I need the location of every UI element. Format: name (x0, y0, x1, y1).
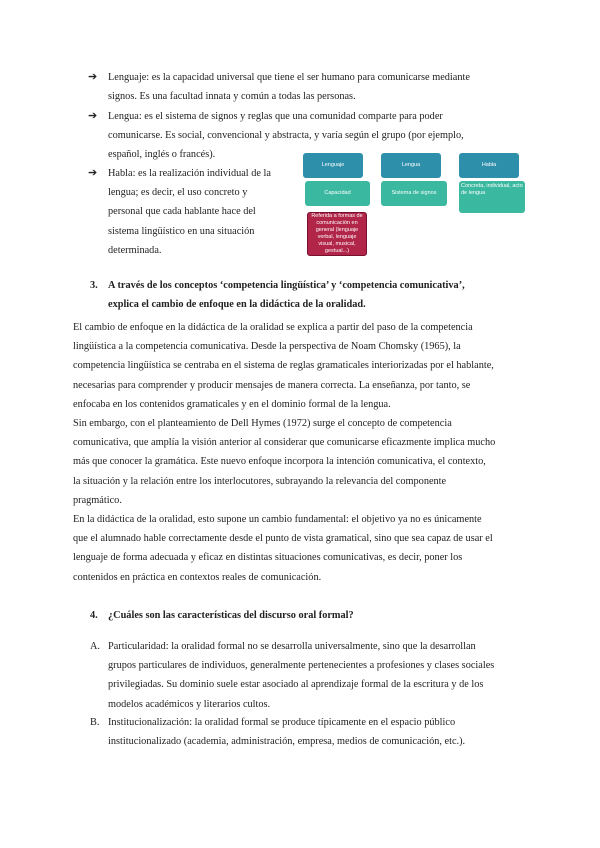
bullet-lenguaje (108, 68, 528, 106)
title-line: A través de los conceptos ‘competencia lingüística’ y ‘competencia comunicativa’, (108, 280, 465, 291)
title-line: explica el cambio de enfoque en la didáctica de la oralidad. (108, 299, 366, 311)
text-line: competencia lingüística se centraba en el sistema de reglas gramaticales interiorizadas por el hablante, (73, 360, 494, 372)
text-line: sistema lingüístico en una situación (108, 225, 255, 237)
section-title: ¿Cuáles son las características del discurso oral formal? (108, 610, 354, 621)
text-line: Sin embargo, con el planteamiento de Dell Hymes (1972) surge el concepto de competencia (73, 418, 452, 429)
text-line: necesarias para comprender y producir mensajes de manera correcta. La enseñanza, por tanto, se (73, 379, 471, 391)
text-line: institucionalizado (academia, administración, empresa, medios de comunicación, etc.). (108, 736, 466, 748)
text-line: determinada. (108, 244, 162, 256)
text-line: enfocaba en los contenidos gramaticales y en el dominio formal de la lengua. (73, 398, 391, 410)
text-line: lingüística a la competencia comunicativa. Desde la perspectiva de Noam Chomsky (1965), la (73, 341, 461, 353)
diagram-header-lengua: Lengua (381, 153, 441, 178)
text-line: contenidos en práctica en contextos reales de comunicación. (73, 571, 322, 583)
section-title (108, 276, 528, 314)
list-marker: B. (90, 717, 100, 728)
section-number: 4. (90, 610, 98, 621)
diagram-header-habla: Habla (459, 153, 519, 178)
text-line: lengua; es decir, el uso concreto y (108, 187, 248, 199)
text-line: Institucionalización: la oralidad formal se produce típicamente en el espacio público (108, 717, 456, 728)
diagram-header-lenguaje: Lenguaje (303, 153, 363, 178)
arrow-bullet-icon: ➔ (88, 71, 98, 83)
text-line: pragmático. (73, 494, 122, 506)
text-line: Lenguaje: es la capacidad universal que tiene el ser humano para comunicarse mediante (108, 72, 470, 83)
text-line: la situación y la relación entre los interlocutores, subrayando la relevancia del componente (73, 475, 447, 487)
text-line: Lengua: es el sistema de signos y reglas que una comunidad comparte para poder (108, 111, 443, 122)
diagram-box-referida: Referida a formas de comunicación en general (lenguaje verbal, lenguaje visual, musical, gestual...) (307, 212, 367, 256)
diagram-box-capacidad: Capacidad (305, 181, 370, 206)
text-line: comunicarse. Es social, convencional y abstracta, y varía según el grupo (por ejemplo, (108, 130, 464, 142)
text-line: signos. Es una facultad innata y común a todas las personas. (108, 91, 356, 103)
text-line: El cambio de enfoque en la didáctica de la oralidad se explica a partir del paso de la competencia (73, 322, 473, 333)
text-line: más que conocer la gramática. Este nuevo enfoque incorpora la intención comunicativa, el contexto, (73, 456, 486, 468)
paragraph (73, 414, 528, 510)
text-line: lenguaje de forma adecuada y eficaz en distintas situaciones comunicativas, es decir, poner los (73, 552, 463, 564)
diagram-box-concreta: Concreta, individual, acto de lengua (459, 181, 525, 213)
paragraph (73, 318, 528, 414)
text-line: grupos particulares de individuos, generalmente pertenecientes a profesiones y clases sociales (108, 660, 495, 672)
list-item-particularidad (108, 637, 528, 714)
text-line: personal que cada hablante hace del (108, 206, 256, 218)
bullet-habla (108, 164, 294, 260)
text-line: modelos académicos y literarios cultos. (108, 698, 271, 710)
text-line: español, inglés o francés). (108, 149, 216, 161)
text-line: privilegiadas. Su dominio suele estar asociado al aprendizaje formal de la escritura y de los (108, 679, 484, 691)
section-number: 3. (90, 280, 98, 291)
list-marker: A. (90, 641, 101, 652)
paragraph (73, 510, 528, 587)
text-line: Particularidad: la oralidad formal no se desarrolla universalmente, sino que la desarrollan (108, 641, 476, 652)
arrow-bullet-icon: ➔ (88, 167, 98, 179)
text-line: En la didáctica de la oralidad, esto supone un cambio fundamental: el objetivo ya no es únicamente (73, 514, 482, 525)
diagram-box-sistema: Sistema de signos (381, 181, 447, 206)
text-line: comunicativa, que amplía la visión anterior al considerar que comunicarse eficazmente implica mucho (73, 437, 496, 449)
text-line: Habla: es la realización individual de la (108, 168, 271, 179)
text-line: que el alumnado hable correctamente desde el punto de vista gramatical, sino que sea capaz de usar el (73, 533, 493, 545)
list-item-institucionalizacion (108, 713, 528, 751)
arrow-bullet-icon: ➔ (88, 110, 98, 122)
